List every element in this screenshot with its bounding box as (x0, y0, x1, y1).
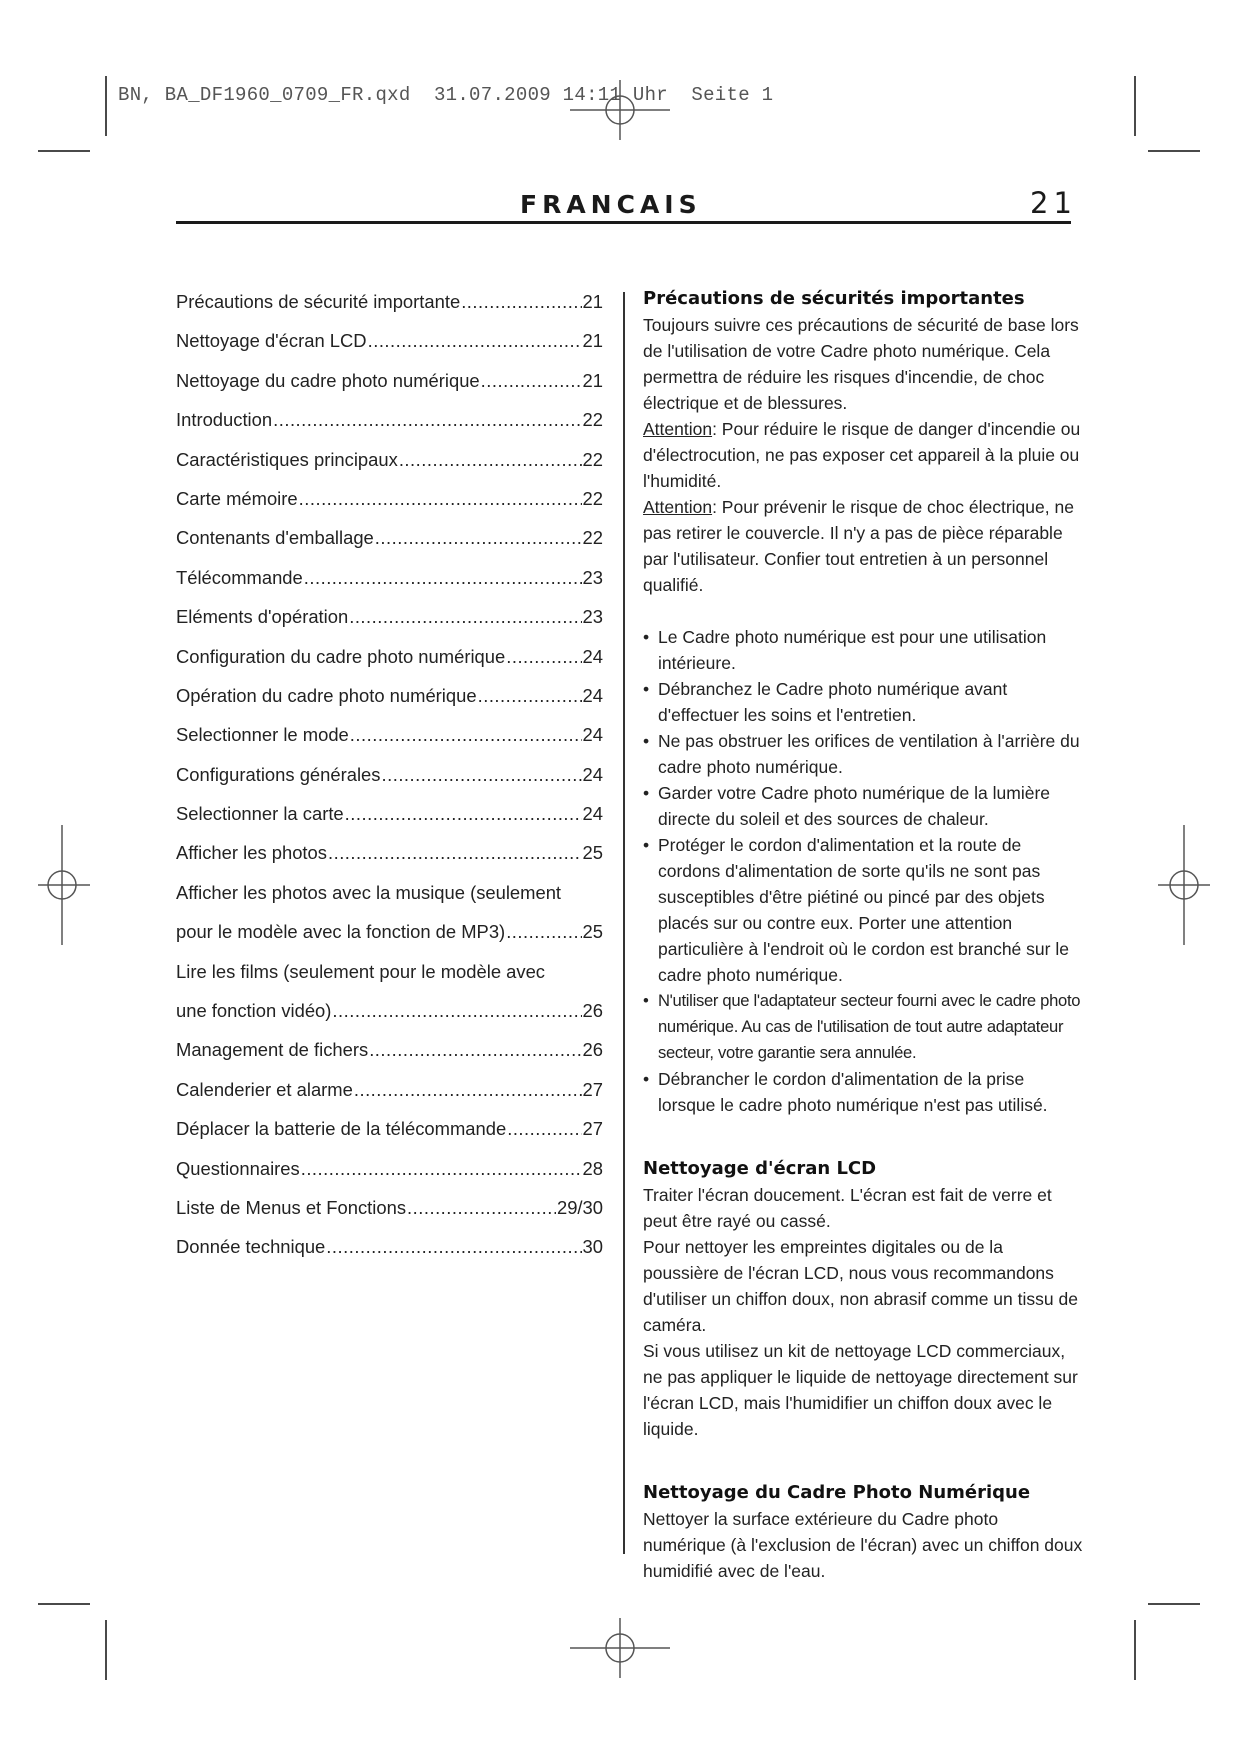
frame-cleaning-section (643, 1480, 1083, 1584)
toc-leader-dots (349, 597, 581, 636)
toc-entry-page: 22 (582, 487, 603, 509)
toc-entry-title: Calenderier et alarme (176, 1078, 353, 1100)
list-item: • Débrancher le cordon d'alimentation de la prise lorsque le cadre photo numérique n'est pas utilisé. (643, 1066, 1083, 1118)
toc-entry-title: Lire les films (seulement pour le modèle avec (176, 960, 545, 982)
toc-leader-dots (301, 1149, 582, 1188)
lcd-cleaning-paragraph: Pour nettoyer les empreintes digitales ou de la poussière de l'écran LCD, nous vous recommandons d'utiliser un chiffon doux, non abrasif comme un tissu de caméra. (643, 1237, 1078, 1335)
toc-leader-dots (354, 1070, 582, 1109)
toc-entry-page: 26 (582, 1000, 603, 1022)
toc-entry (176, 1188, 603, 1227)
lcd-cleaning-paragraph: Si vous utilisez un kit de nettoyage LCD commerciaux, ne pas appliquer le liquide de nettoyage directement sur l'écran LCD, mais l'humidifier un chiffon doux avec le liquide. (643, 1341, 1078, 1439)
frame-cleaning-heading: Nettoyage du Cadre Photo Numérique (643, 1482, 1031, 1503)
toc-entry-page: 22 (582, 409, 603, 431)
toc-entry-title: pour le modèle avec la fonction de MP3) (176, 921, 506, 943)
toc-entry-title: Management de fichers (176, 1039, 369, 1061)
toc-entry-page: 28 (582, 1157, 603, 1179)
toc-entry-page: 22 (582, 527, 603, 549)
toc-entry-page: 25 (582, 921, 603, 943)
toc-entry-page: 26 (582, 1039, 603, 1061)
toc-leader-dots (328, 833, 582, 872)
toc-entry (176, 637, 603, 676)
registration-mark-right (1154, 825, 1214, 945)
toc-entry-page: 22 (582, 448, 603, 470)
toc-leader-dots (368, 321, 582, 360)
toc-entry-title: Afficher les photos avec la musique (seulement (176, 881, 562, 903)
toc-entry (176, 440, 603, 479)
toc-entry-title: Opération du cadre photo numérique (176, 684, 477, 706)
spacer (643, 598, 1083, 624)
toc-entry-title: Introduction (176, 409, 273, 431)
crop-mark (1134, 1620, 1136, 1680)
toc-leader-dots (507, 1109, 581, 1148)
page-language-title: FRANCAIS (520, 190, 702, 219)
toc-entry-page: 23 (582, 566, 603, 588)
toc-entry-title: Configurations générales (176, 763, 381, 785)
crop-mark (1148, 150, 1200, 152)
toc-leader-dots (461, 282, 581, 321)
toc-entry-title: Afficher les photos (176, 842, 327, 864)
toc-entry-page: 27 (582, 1118, 603, 1140)
main-content-column (643, 286, 1083, 1584)
toc-entry (176, 755, 603, 794)
crop-mark (105, 76, 107, 136)
list-item: • Débranchez le Cadre photo numérique avant d'effectuer les soins et l'entretien. (643, 676, 1083, 728)
toc-entry (176, 479, 603, 518)
toc-entry-page: 24 (582, 803, 603, 825)
spacer (643, 1442, 1083, 1480)
crop-mark (38, 1603, 90, 1605)
toc-entry-title: une fonction vidéo) (176, 1000, 332, 1022)
toc-entry (176, 1070, 603, 1109)
toc-entry (176, 518, 603, 557)
lcd-cleaning-paragraph: Traiter l'écran doucement. L'écran est fait de verre et peut être rayé ou cassé. (643, 1185, 1052, 1231)
toc-entry-title: Précautions de sécurité importante (176, 291, 461, 312)
toc-entry-title: Selectionner la carte (176, 803, 344, 825)
toc-entry-page: 24 (582, 724, 603, 746)
printer-slug: BN, BA_DF1960_0709_FR.qxd 31.07.2009 14:11 Uhr Seite 1 (118, 84, 774, 106)
toc-entry-page: 29/30 (556, 1196, 603, 1218)
frame-cleaning-paragraph: Nettoyer la surface extérieure du Cadre photo numérique (à l'exclusion de l'écran) avec un chiffon doux humidifié avec de l'eau. (643, 1509, 1083, 1581)
toc-leader-dots (304, 558, 582, 597)
toc-entry-page: 21 (582, 330, 603, 352)
toc-entry (176, 676, 603, 715)
toc-entry-page: 24 (582, 684, 603, 706)
toc-leader-dots (326, 1227, 581, 1266)
toc-entry (176, 597, 603, 636)
toc-entry (176, 1109, 603, 1148)
attention-label: Attention (643, 419, 713, 439)
registration-mark-left (34, 825, 94, 945)
list-item: • Ne pas obstruer les orifices de ventilation à l'arrière du cadre photo numérique. (643, 728, 1083, 780)
lcd-cleaning-section (643, 1156, 1083, 1442)
toc-entry (176, 321, 603, 360)
toc-entry-page: 21 (582, 291, 603, 312)
header-divider (176, 221, 1071, 224)
toc-entry-title: Questionnaires (176, 1157, 300, 1179)
crop-mark (38, 150, 90, 152)
safety-heading: Précautions de sécurités importantes (643, 288, 1025, 309)
toc-leader-dots (506, 912, 581, 951)
toc-entry (176, 833, 603, 872)
toc-entry (176, 400, 603, 439)
toc-entry-page: 27 (582, 1078, 603, 1100)
toc-entry-title: Liste de Menus et Fonctions (176, 1196, 407, 1218)
toc-entry-title: Télécommande (176, 566, 303, 588)
attention-text: : Pour réduire le risque de danger d'incendie ou d'électrocution, ne pas exposer cet appareil à la pluie ou l'humidité. (643, 419, 1081, 491)
toc-entry-page: 23 (582, 606, 603, 628)
toc-entry (176, 1030, 603, 1069)
safety-intro: Toujours suivre ces précautions de sécurité de base lors de l'utilisation de votre Cadre photo numérique. Cela permettra de réduire les risques d'incendie, de choc électrique et de blessures. (643, 315, 1079, 413)
safety-bullet-list (643, 624, 1083, 1118)
toc-entry-title: Selectionner le mode (176, 724, 349, 746)
safety-attention-1 (643, 416, 1083, 494)
toc-entry-line1 (176, 952, 603, 991)
toc-leader-dots (369, 1030, 581, 1069)
toc-leader-dots (381, 755, 581, 794)
attention-label: Attention (643, 497, 713, 517)
toc-leader-dots (375, 518, 582, 557)
toc-entry (176, 1227, 603, 1266)
toc-entry-title: Carte mémoire (176, 487, 298, 509)
toc-leader-dots (407, 1188, 556, 1227)
toc-entry-title: Donnée technique (176, 1236, 326, 1258)
safety-section (643, 286, 1083, 1118)
registration-mark-bottom (560, 1618, 680, 1678)
toc-entry (176, 794, 603, 833)
list-item: • N'utiliser que l'adaptateur secteur fourni avec le cadre photo numérique. Au cas de l'utilisation de tout autre adaptateur secteur, votre garantie sera annulée. (643, 988, 1083, 1066)
safety-attention-2 (643, 494, 1083, 598)
toc-entry (176, 991, 603, 1030)
lcd-cleaning-heading: Nettoyage d'écran LCD (643, 1158, 877, 1179)
registration-mark-top (560, 80, 680, 140)
toc-entry (176, 361, 603, 400)
toc-entry-page: 25 (582, 842, 603, 864)
crop-mark (1134, 76, 1136, 136)
crop-mark (105, 1620, 107, 1680)
page-number: 21 (1030, 186, 1077, 220)
list-item: • Garder votre Cadre photo numérique de la lumière directe du soleil et des sources de chaleur. (643, 780, 1083, 832)
crop-mark (1148, 1603, 1200, 1605)
toc-leader-dots (345, 794, 582, 833)
toc-entry-title: Caractéristiques principaux (176, 448, 398, 470)
toc-entry-title: Eléments d'opération (176, 606, 349, 628)
toc-entry-title: Nettoyage d'écran LCD (176, 330, 367, 352)
toc-entry (176, 715, 603, 754)
toc-entry-title: Déplacer la batterie de la télécommande (176, 1118, 507, 1140)
toc-entry-title: Configuration du cadre photo numérique (176, 645, 506, 667)
table-of-contents (176, 282, 603, 1267)
toc-entry-page: 24 (582, 645, 603, 667)
toc-entry (176, 282, 603, 321)
column-divider (623, 292, 625, 1554)
toc-entry-page: 24 (582, 763, 603, 785)
toc-leader-dots (481, 361, 582, 400)
toc-leader-dots (273, 400, 581, 439)
toc-entry-page: 30 (582, 1236, 603, 1258)
toc-leader-dots (299, 479, 582, 518)
list-item: • Protéger le cordon d'alimentation et la route de cordons d'alimentation de sorte qu'ils ne sont pas susceptibles d'être piétiné ou pincé par des objets placés sur ou contre eux. Porter une attention particulière à l'endroit où le cordon est branché sur le cadre photo numérique. (643, 832, 1083, 988)
toc-leader-dots (332, 991, 581, 1030)
toc-leader-dots (506, 637, 581, 676)
toc-entry (176, 1149, 603, 1188)
toc-leader-dots (399, 440, 582, 479)
toc-entry-page: 21 (582, 369, 603, 391)
toc-entry-line1 (176, 873, 603, 912)
toc-entry (176, 912, 603, 951)
list-item: • Le Cadre photo numérique est pour une utilisation intérieure. (643, 624, 1083, 676)
toc-entry-title: Contenants d'emballage (176, 527, 374, 549)
toc-entry (176, 558, 603, 597)
toc-leader-dots (350, 715, 582, 754)
spacer (643, 1118, 1083, 1156)
toc-entry-title: Nettoyage du cadre photo numérique (176, 369, 480, 391)
toc-leader-dots (478, 676, 582, 715)
attention-text: : Pour prévenir le risque de choc électrique, ne pas retirer le couvercle. Il n'y a pas de pièce réparable par l'utilisateur. Confier tout entretien à un personnel qualifié. (643, 497, 1074, 595)
